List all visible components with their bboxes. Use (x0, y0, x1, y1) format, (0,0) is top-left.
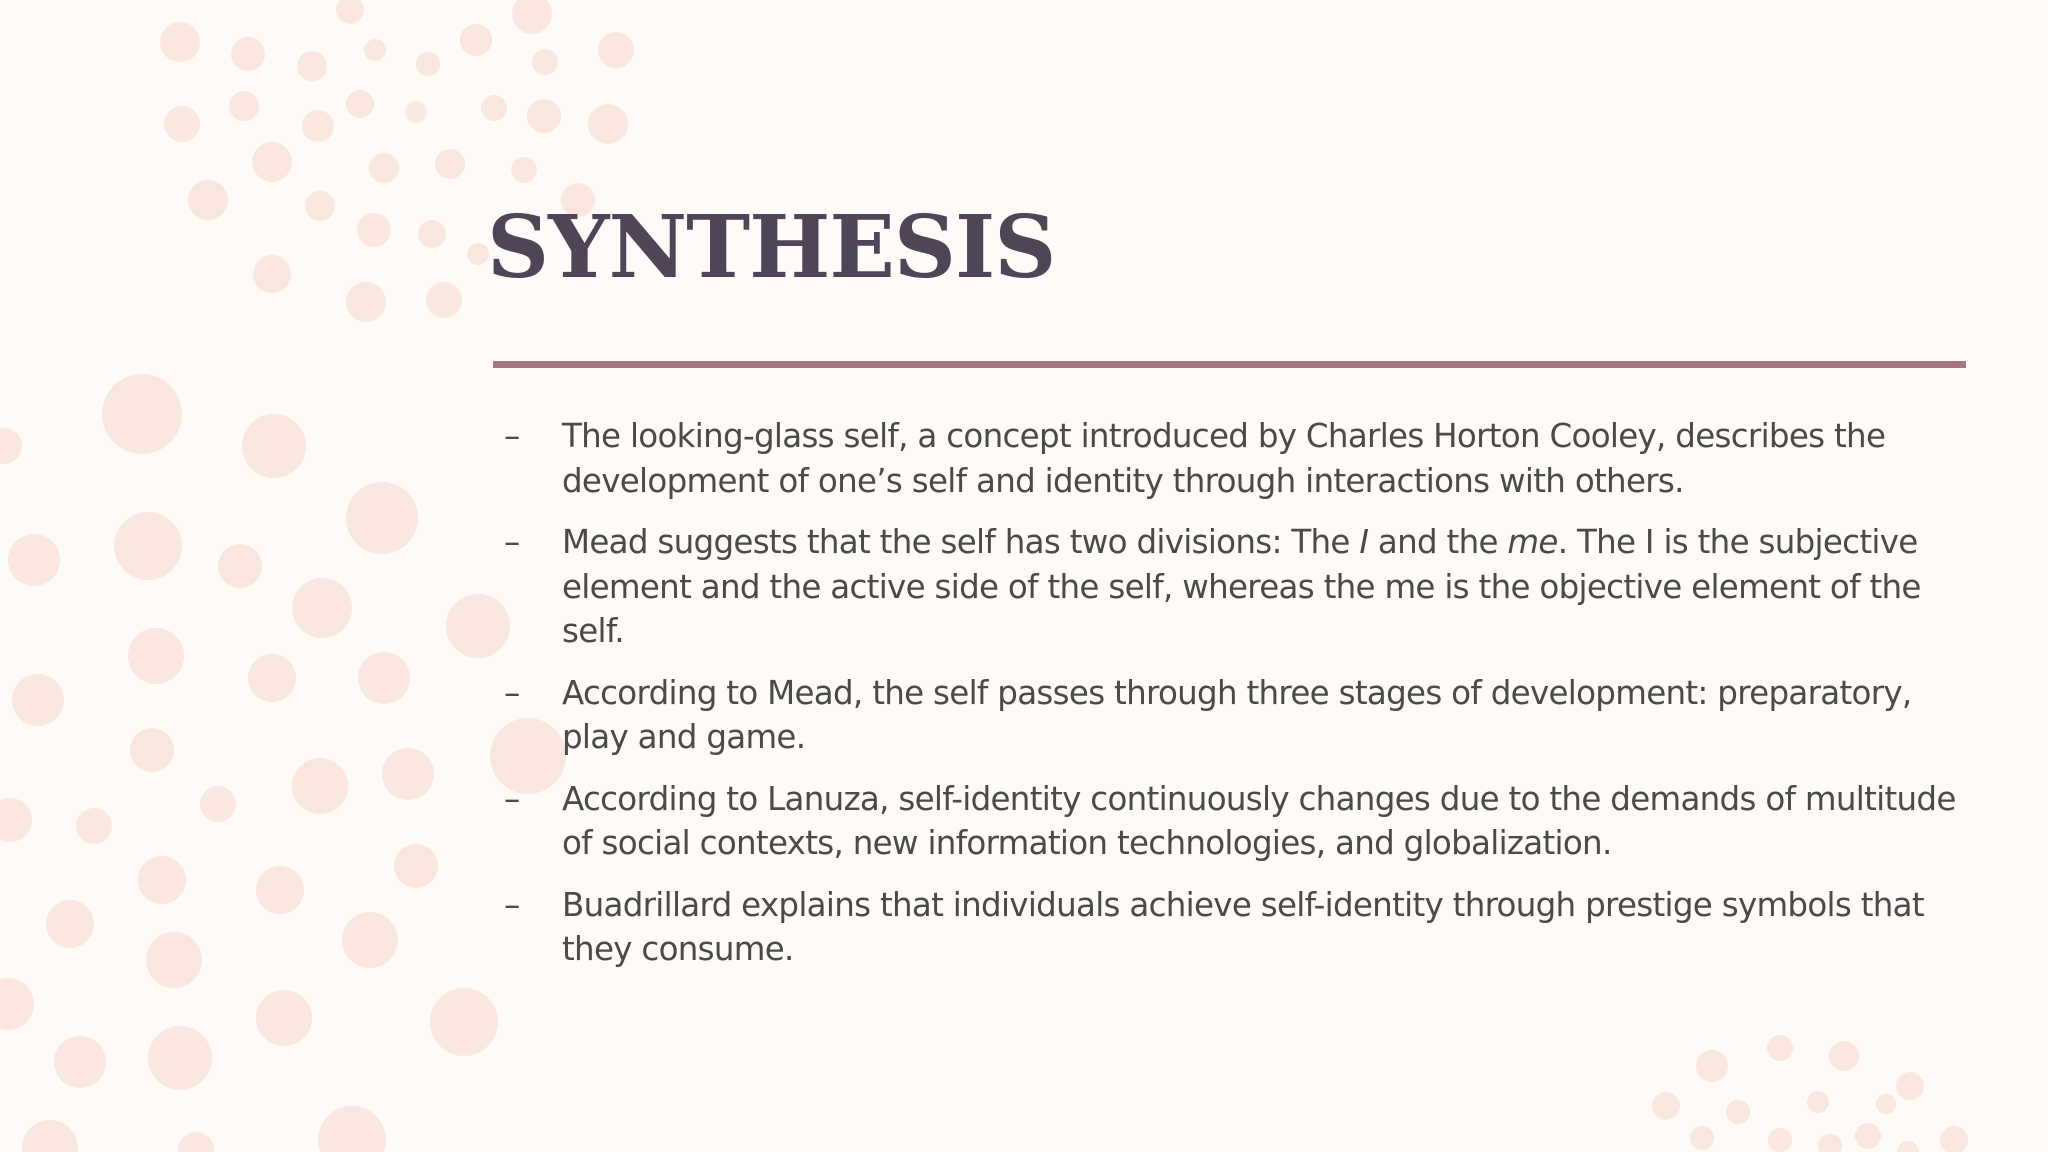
list-item (504, 777, 1964, 866)
list-item (504, 520, 1964, 654)
bullet-text: The looking-glass self, a concept introduced by Charles Horton Cooley, describes the development of one’s self and identity through interactions with others. (562, 417, 1886, 500)
bullet-dash: – (504, 523, 520, 561)
list-item (504, 414, 1964, 503)
bullet-text-part: and the (1368, 523, 1508, 561)
bullet-dash: – (504, 417, 520, 455)
italic-term-i: I (1359, 523, 1369, 561)
italic-term-me: me (1507, 523, 1558, 561)
bullet-dash: – (504, 673, 520, 712)
bullet-text: According to Lanuza, self-identity continuously changes due to the demands of multitude of social contexts, new information technologies, and globalization. (562, 779, 1956, 862)
list-item (504, 671, 1964, 760)
bullet-list (504, 414, 1964, 989)
bullet-text-part: Mead suggests that the self has two divisions: The (562, 523, 1360, 561)
bullet-dash: – (504, 779, 520, 818)
title-divider (493, 361, 1966, 368)
slide-title: SYNTHESIS (487, 197, 1056, 298)
bullet-text: Buadrillard explains that individuals achieve self-identity through prestige symbols that they consume. (562, 885, 1924, 968)
bullet-text: According to Mead, the self passes through three stages of development: preparatory, play and game. (562, 673, 1912, 756)
bullet-text-part: . The I is the subjective element and the active side of the self, whereas the me is the objective element of the self. (562, 523, 1921, 650)
bullet-dash: – (504, 885, 520, 924)
list-item (504, 883, 1964, 972)
bullet-text (562, 523, 1921, 650)
